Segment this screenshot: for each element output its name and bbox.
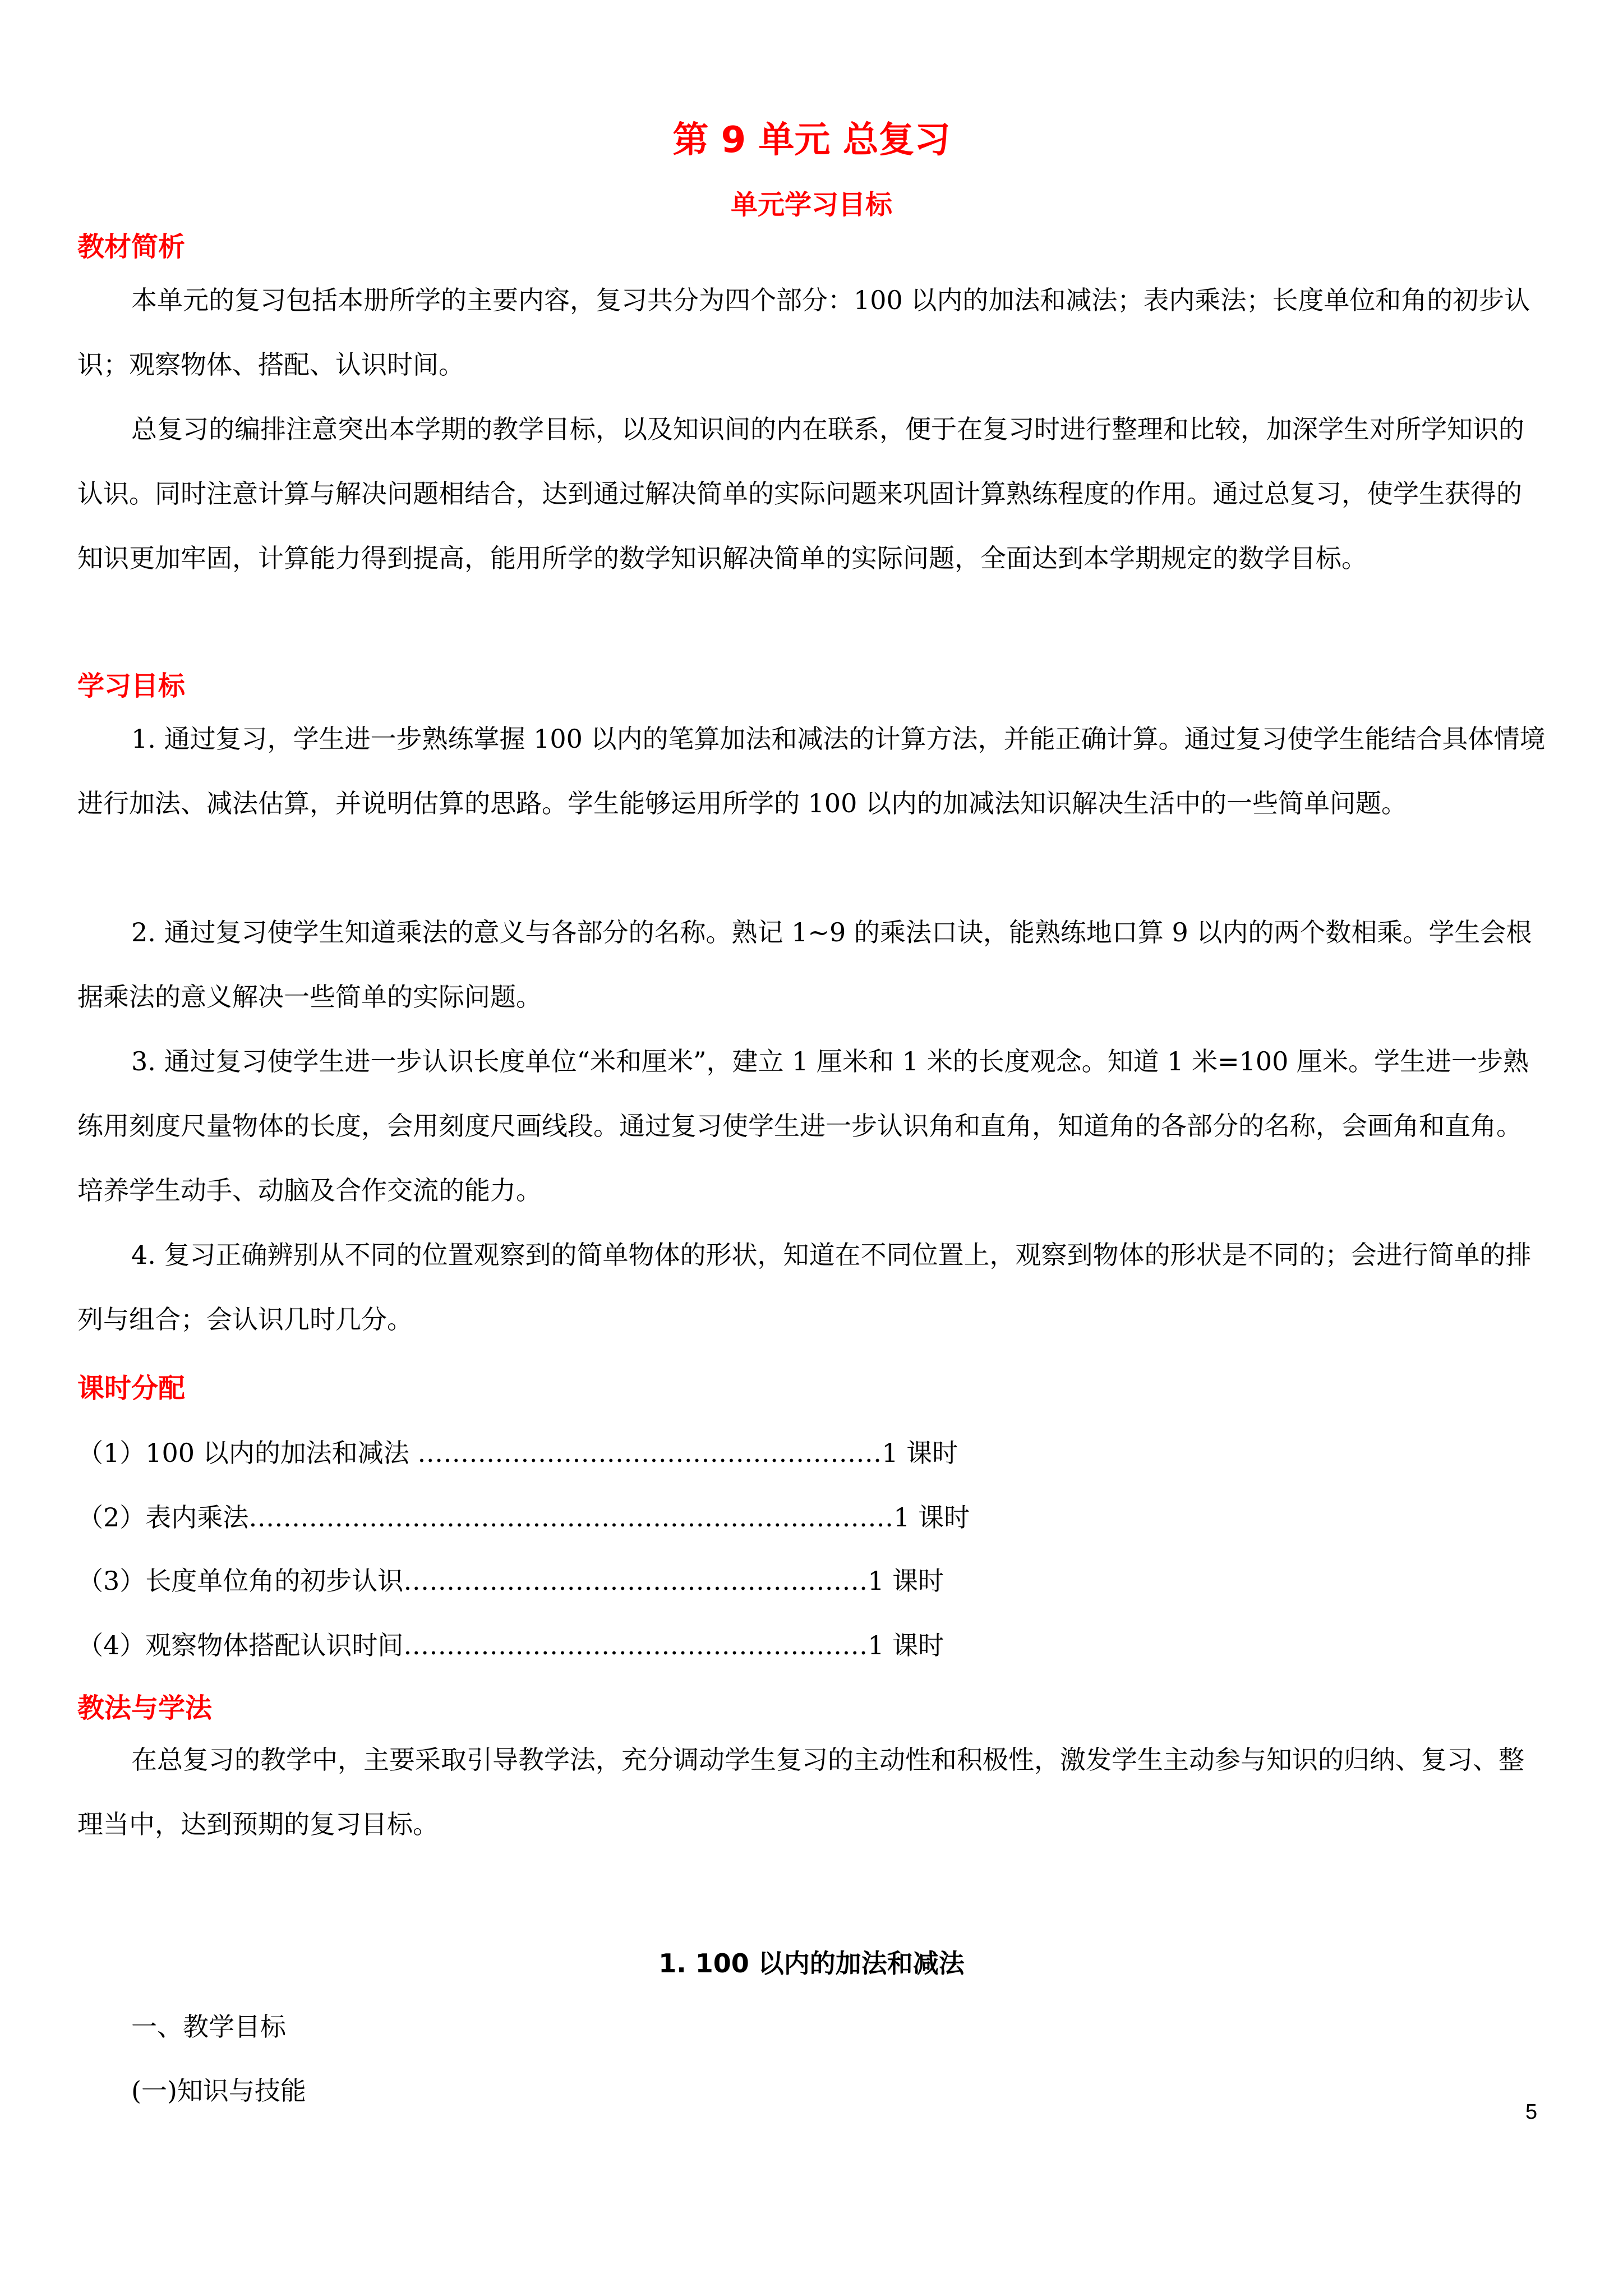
lesson-allocation-item: （3）长度单位角的初步认识………………………………………………1 课时 [77,1566,944,1596]
lesson-subheading-1: 一、教学目标 [131,2012,286,2042]
paragraph-jiaofa-1: 在总复习的教学中，主要采取引导教学法，充分调动学生复习的主动性和积极性，激发学生主动参与知识的归纳、复习、整理当中，达到预期的复习目标。 [77,1745,1524,1839]
paragraph-mubiao-2: 2. 通过复习使学生知道乘法的意义与各部分的名称。熟记 1~9 的乘法口诀，能熟练地口算 9 以内的两个数相乘。学生会根据乘法的意义解决一些简单的实际问题。 [77,917,1532,1012]
lesson-subheading-2: (一)知识与技能 [131,2076,306,2106]
lesson-allocation-item: （4）观察物体搭配认识时间………………………………………………1 课时 [77,1630,944,1660]
page-number: 5 [1525,2100,1538,2124]
page-subtitle: 单元学习目标 [730,189,892,220]
paragraph-mubiao-3: 3. 通过复习使学生进一步认识长度单位“米和厘米”，建立 1 厘米和 1 米的长度观念。知道 1 米=100 厘米。学生进一步熟练用刻度尺量物体的长度，会用刻度尺画线段。通过复习使学生进一步认识角和直角，知道角的各部分的名称，会画角和直角。培养学生动手、动脑及合作交流的能力。 [77,1046,1529,1205]
heading-keshi: 课时分配 [77,1373,186,1404]
paragraph-jiaocai-1: 本单元的复习包括本册所学的主要内容，复习共分为四个部分：100 以内的加法和减法；表内乘法；长度单位和角的初步认识；观察物体、搭配、认识时间。 [77,285,1530,380]
heading-mubiao: 学习目标 [77,670,186,702]
lesson-title: 1. 100 以内的加法和减法 [658,1948,965,1978]
heading-jiaofa: 教法与学法 [77,1692,213,1724]
page-title: 第 9 单元 总复习 [672,119,951,161]
paragraph-mubiao-4: 4. 复习正确辨别从不同的位置观察到的简单物体的形状，知道在不同位置上，观察到物体的形状是不同的；会进行简单的排列与组合；会认识几时几分。 [77,1240,1532,1335]
lesson-allocation-item: （1）100 以内的加法和减法 ………………………………………………1 课时 [77,1438,958,1468]
paragraph-mubiao-1: 1. 通过复习，学生进一步熟练掌握 100 以内的笔算加法和减法的计算方法，并能正确计算。通过复习使学生能结合具体情境进行加法、减法估算，并说明估算的思路。学生能够运用所学的 100 以内的加减法知识解决生活中的一些简单问题。 [77,724,1546,818]
lesson-allocation-item: （2）表内乘法…………………………………………………………………1 课时 [77,1502,970,1533]
paragraph-jiaocai-2: 总复习的编排注意突出本学期的教学目标，以及知识间的内在联系，便于在复习时进行整理和比较，加深学生对所学知识的认识。同时注意计算与解决问题相结合，达到通过解决简单的实际问题来巩固计算熟练程度的作用。通过总复习，使学生获得的知识更加牢固，计算能力得到提高，能用所学的数学知识解决简单的实际问题，全面达到本学期规定的数学目标。 [77,414,1524,573]
heading-jiaocai: 教材简析 [77,231,186,263]
